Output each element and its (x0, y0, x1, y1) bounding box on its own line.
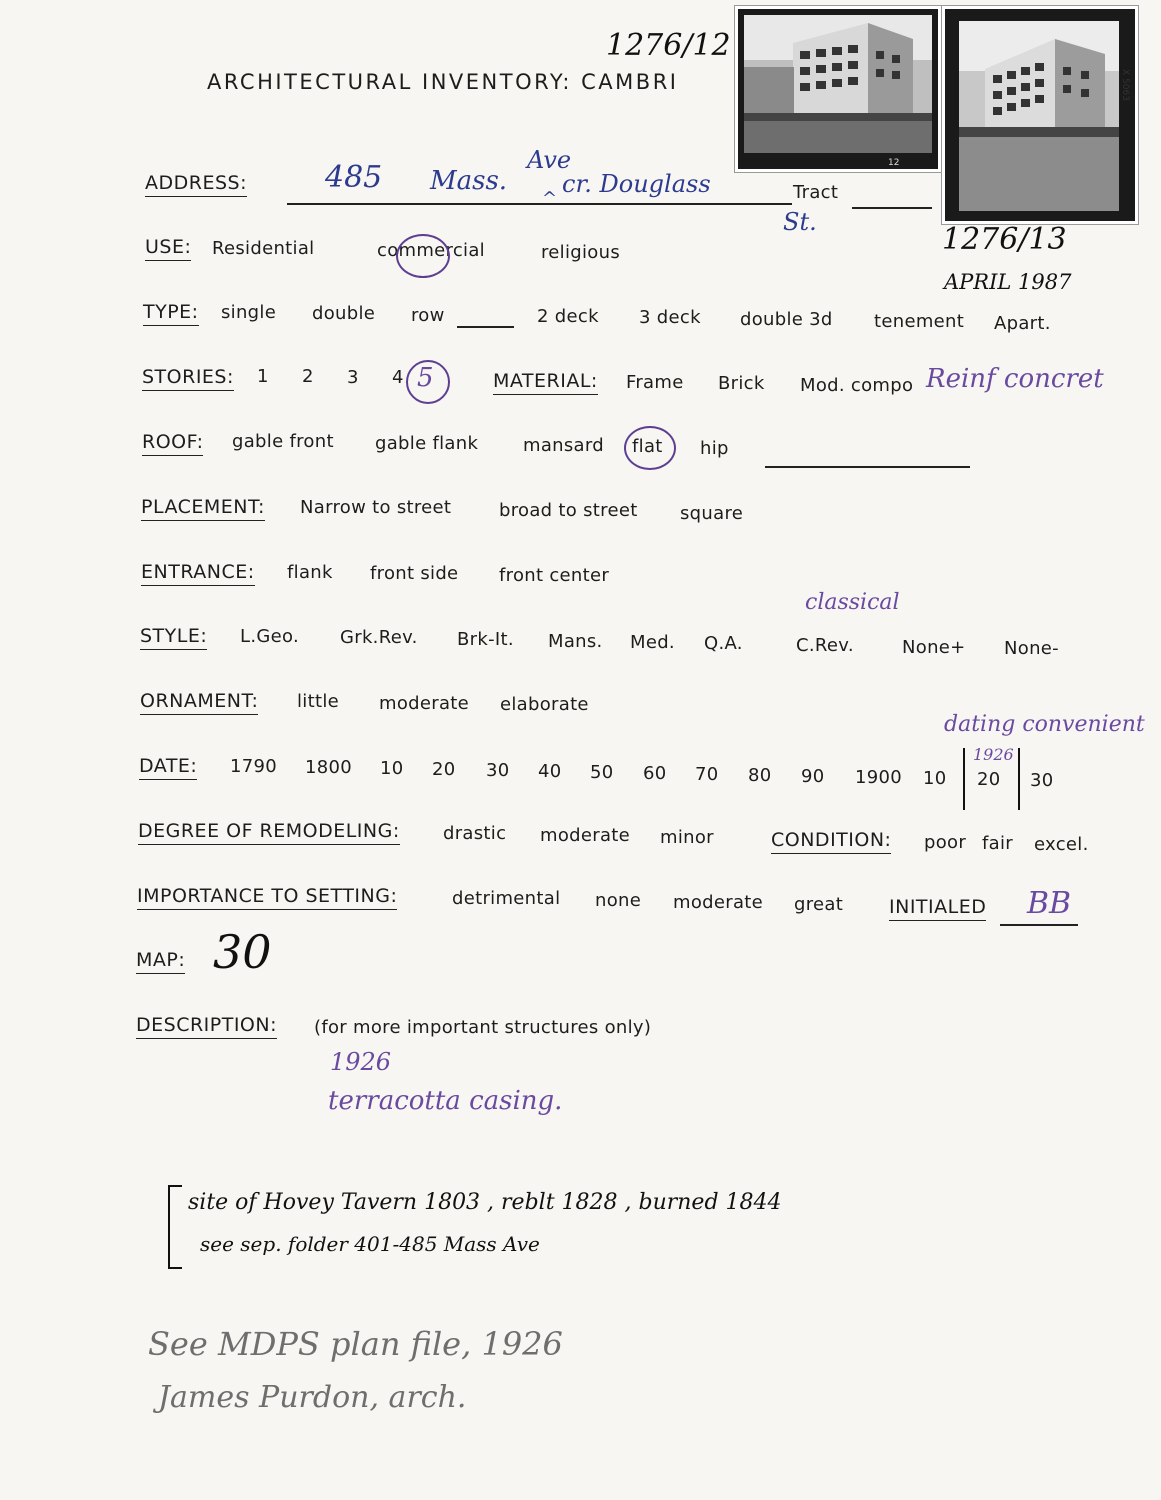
type-option: 2 deck (537, 306, 599, 327)
roof-underline (765, 466, 970, 468)
date-option: 40 (538, 761, 562, 782)
notes-bracket (168, 1185, 182, 1269)
date-label: DATE: (139, 755, 197, 777)
entrance-option: front center (499, 565, 610, 586)
selection-circle (396, 234, 450, 278)
roof-label: ROOF: (142, 431, 203, 453)
importance-option: detrimental (452, 888, 561, 909)
ornament-label: ORNAMENT: (140, 690, 258, 712)
initialed-underline (1000, 924, 1078, 926)
map-value: 30 (213, 925, 272, 979)
bracket-mark (963, 748, 965, 810)
entrance-option: front side (370, 563, 459, 584)
stories-label: STORIES: (142, 366, 234, 388)
date-option: 80 (748, 765, 772, 786)
roof-flat: flat (632, 436, 663, 457)
type-option: double 3d (740, 309, 833, 330)
ornament-option: elaborate (500, 694, 589, 715)
date-option: 50 (590, 762, 614, 783)
initialed-label: INITIALED (889, 896, 986, 918)
date-option: 20 (977, 769, 1001, 790)
selection-circle (406, 360, 450, 404)
date-option: 60 (643, 763, 667, 784)
caret-icon: ^ (542, 188, 558, 209)
material-label: MATERIAL: (493, 370, 598, 392)
ornament-option: little (297, 691, 339, 712)
building-photo-icon (945, 9, 1135, 221)
placement-label: PLACEMENT: (141, 496, 265, 518)
description-hint: (for more important structures only) (314, 1017, 652, 1038)
type-option: Apart. (994, 313, 1051, 334)
selection-circle (624, 426, 676, 470)
importance-option: none (595, 890, 642, 911)
type-option: 3 deck (639, 307, 701, 328)
condition-option: fair (982, 833, 1013, 854)
tract-underline (852, 207, 932, 209)
roof-option: mansard (523, 435, 604, 456)
style-option: None- (1004, 638, 1059, 659)
stories-option: 3 (347, 367, 359, 388)
style-option: Brk-It. (457, 629, 514, 650)
contact-photo-2 (942, 6, 1138, 224)
type-option: tenement (874, 311, 965, 332)
remodeling-option: drastic (443, 823, 507, 844)
date-option: 30 (1030, 770, 1054, 791)
condition-label: CONDITION: (771, 829, 891, 851)
contact-photo-1 (735, 6, 941, 172)
date-option: 10 (923, 768, 947, 789)
style-option: Mans. (548, 631, 603, 652)
date-option: 10 (380, 758, 404, 779)
placement-option: square (680, 503, 744, 524)
date-option: 20 (432, 759, 456, 780)
photo-date: APRIL 1987 (944, 270, 1072, 294)
entrance-label: ENTRANCE: (141, 561, 255, 583)
style-option: Med. (630, 632, 675, 653)
importance-label: IMPORTANCE TO SETTING: (137, 885, 397, 907)
importance-option: moderate (673, 892, 764, 913)
use-commercial: commercial (377, 240, 485, 261)
type-underline (457, 326, 514, 328)
address-ave-insert: Ave (527, 146, 572, 174)
page-title: ARCHITECTURAL INVENTORY: CAMBRI (207, 70, 679, 94)
frame-label: 12 (888, 158, 900, 168)
style-option: None+ (902, 637, 966, 658)
style-handwritten: classical (805, 590, 900, 615)
date-handwritten-year: 1926 (973, 745, 1014, 764)
type-option: row (411, 305, 445, 326)
date-option: 30 (486, 760, 510, 781)
use-label: USE: (145, 236, 191, 258)
description-line-1: 1926 (330, 1048, 392, 1076)
address-st-insert: St. (783, 208, 817, 236)
style-option: C.Rev. (796, 635, 854, 656)
stories-selected: 5 (417, 363, 434, 393)
roof-option: gable front (232, 431, 334, 452)
date-option: 1900 (855, 767, 903, 788)
style-label: STYLE: (140, 625, 207, 647)
stories-option: 2 (302, 366, 314, 387)
date-handwritten-note: dating convenient (944, 712, 1145, 737)
style-option: Grk.Rev. (340, 627, 418, 648)
map-label: MAP: (136, 949, 185, 971)
date-option: 90 (801, 766, 825, 787)
type-option: single (221, 302, 277, 323)
film-code: X 5063 (1120, 69, 1130, 101)
notes-architect-line: James Purdon, arch. (158, 1380, 467, 1415)
importance-option: great (794, 894, 844, 915)
style-option: Q.A. (704, 633, 743, 654)
condition-option: poor (924, 832, 967, 853)
material-option: Frame (626, 372, 684, 393)
material-option: Mod. compo (800, 375, 914, 396)
tract-label: Tract (793, 182, 839, 203)
file-number-right: 1276/13 (942, 222, 1067, 257)
remodeling-option: moderate (540, 825, 631, 846)
remodeling-option: minor (660, 827, 714, 848)
stories-option: 4 (392, 367, 404, 388)
placement-option: broad to street (499, 500, 638, 521)
condition-option: excel. (1034, 834, 1089, 855)
description-label: DESCRIPTION: (136, 1014, 277, 1036)
use-religious: religious (541, 242, 621, 263)
building-photo-icon (738, 9, 938, 169)
entrance-option: flank (287, 562, 333, 583)
address-label: ADDRESS: (145, 172, 247, 194)
notes-site-line: site of Hovey Tavern 1803 , reblt 1828 , burned 1844 (188, 1190, 782, 1215)
style-option: L.Geo. (240, 626, 299, 647)
description-line-2: terracotta casing. (328, 1086, 563, 1116)
notes-plan-line: See MDPS plan file, 1926 (148, 1325, 563, 1363)
use-residential: Residential (212, 238, 315, 259)
type-option: double (312, 303, 376, 324)
initialed-value: BB (1027, 886, 1072, 921)
roof-option: hip (700, 438, 729, 459)
roof-option: gable flank (375, 433, 479, 454)
date-option: 1800 (305, 757, 353, 778)
ornament-option: moderate (379, 693, 470, 714)
address-number: 485 (325, 160, 383, 195)
material-option: Brick (718, 373, 765, 394)
bracket-mark (1018, 748, 1020, 810)
remodeling-label: DEGREE OF REMODELING: (138, 820, 400, 842)
file-number-top: 1276/12 (606, 28, 731, 63)
date-option: 1790 (230, 756, 278, 777)
notes-see-line: see sep. folder 401-485 Mass Ave (200, 1232, 540, 1256)
address-street: Mass. (430, 166, 508, 196)
date-option: 70 (695, 764, 719, 785)
address-underline (287, 203, 792, 205)
placement-option: Narrow to street (300, 497, 452, 518)
address-cross-street: cr. Douglass (562, 170, 711, 198)
stories-option: 1 (257, 366, 269, 387)
material-handwritten: Reinf concret (926, 364, 1104, 394)
type-label: TYPE: (143, 301, 199, 323)
